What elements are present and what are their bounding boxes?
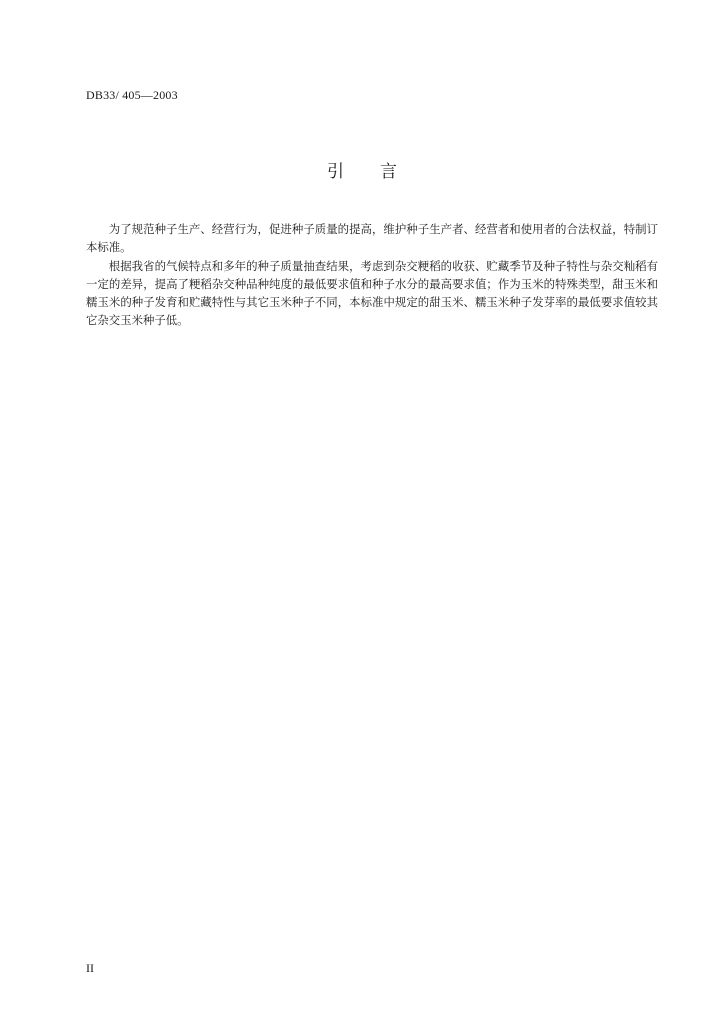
page-title: 引言 xyxy=(327,162,433,182)
document-code: DB33/ 405—2003 xyxy=(86,88,178,102)
introduction-body xyxy=(86,220,658,330)
page-number: II xyxy=(86,961,94,975)
paragraph-1: 为了规范种子生产、经营行为，促进种子质量的提高，维护种子生产者、经营者和使用者的合法权益，特制订本标准。 xyxy=(86,222,658,255)
paragraph-2: 根据我省的气候特点和多年的种子质量抽查结果，考虑到杂交粳稻的收获、贮藏季节及种子特性与杂交籼稻有一定的差异，提高了粳稻杂交种品种纯度的最低要求值和种子水分的最高要求值；作为玉米的特殊类型，甜玉米和糯玉米的种子发育和贮藏特性与其它玉米种子不同，本标准中规定的甜玉米、糯玉米种子发芽率的最低要求值较其它杂交玉米种子低。 xyxy=(86,258,658,328)
